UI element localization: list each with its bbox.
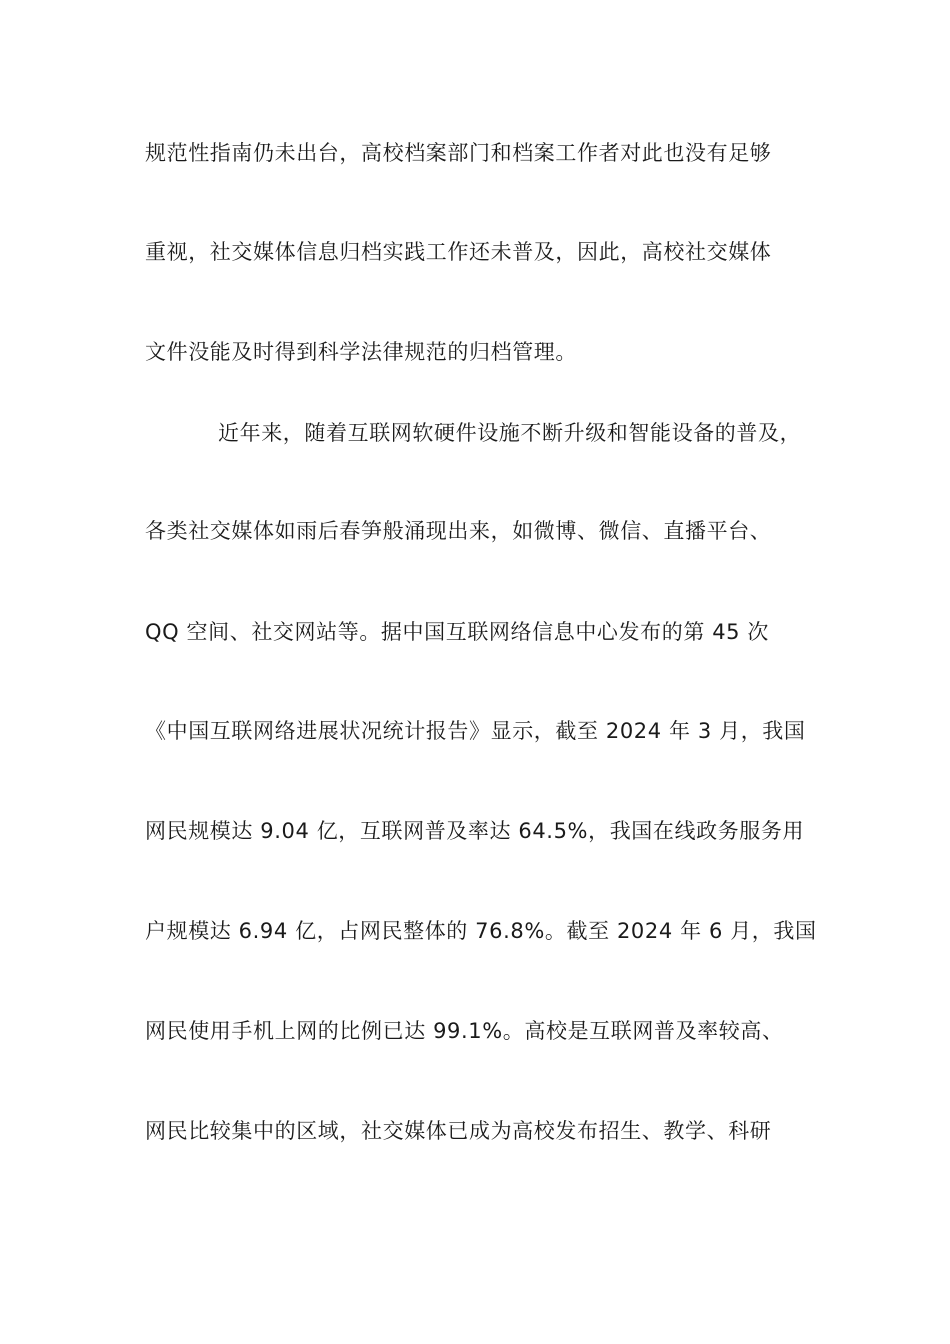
text-line: 重视，社交媒体信息归档实践工作还未普及，因此，高校社交媒体: [145, 240, 772, 264]
text-line: 网民使用手机上网的比例已达 99.1%。高校是互联网普及率较高、: [145, 1019, 784, 1043]
text-line: 网民规模达 9.04 亿，互联网普及率达 64.5%，我国在线政务服务用: [145, 819, 805, 843]
text-line: 文件没能及时得到科学法律规范的归档管理。: [145, 340, 577, 364]
text-line: QQ 空间、社交网站等。据中国互联网络信息中心发布的第 45 次: [145, 620, 770, 644]
text-line: 《中国互联网络进展状况统计报告》显示，截至 2024 年 3 月，我国: [145, 719, 806, 743]
text-line: 户规模达 6.94 亿，占网民整体的 76.8%。截至 2024 年 6 月，我国: [145, 919, 817, 943]
paragraph-first-line: 近年来，随着互联网软硬件设施不断升级和智能设备的普及，: [218, 421, 802, 445]
text-line: 各类社交媒体如雨后春笋般涌现出来，如微博、微信、直播平台、: [145, 519, 772, 543]
text-line: 规范性指南仍未出台，高校档案部门和档案工作者对此也没有足够: [145, 141, 772, 165]
text-line: 网民比较集中的区域，社交媒体已成为高校发布招生、教学、科研: [145, 1119, 772, 1143]
